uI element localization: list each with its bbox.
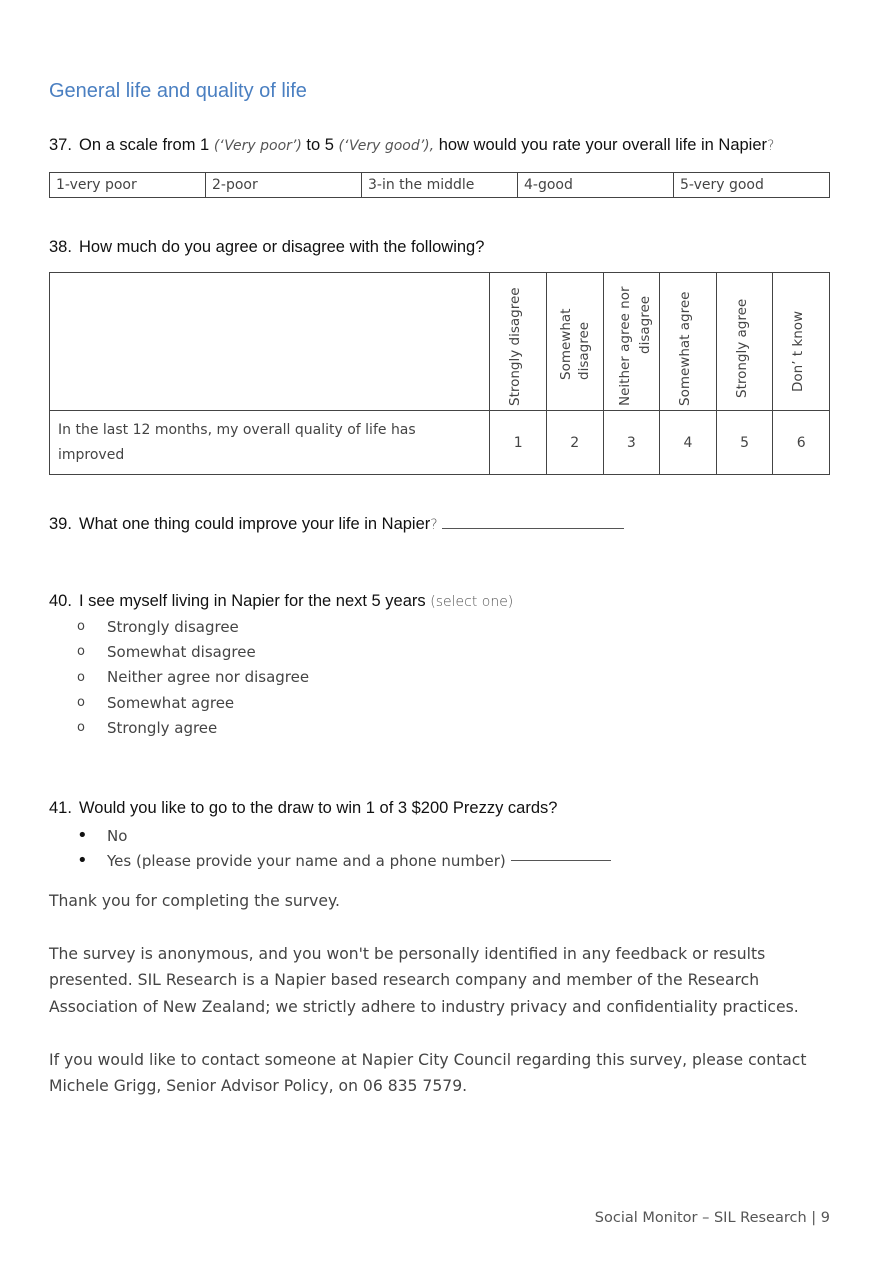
choice-label: Strongly agree: [107, 718, 218, 737]
choice-list: [77, 823, 611, 874]
question-number: 40.: [49, 592, 72, 610]
page-footer: Social Monitor – SIL Research | 9: [594, 1210, 830, 1226]
thank-you-text: Thank you for completing the survey.: [49, 892, 340, 910]
question-mark: ?: [430, 517, 438, 533]
column-header-label: Somewhat agree: [676, 291, 693, 406]
circle-bullet-icon: o: [77, 644, 85, 660]
column-header-label: Strongly disagree: [507, 287, 524, 406]
question-40: [49, 592, 513, 611]
table-row: [50, 411, 830, 475]
rating-scale-table: [49, 172, 830, 198]
choice-label: Neither agree nor disagree: [107, 668, 310, 687]
section-heading: General life and quality of life: [49, 80, 307, 102]
question-text: What one thing could improve your life in Napier: [79, 515, 431, 533]
list-item[interactable]: [77, 639, 309, 664]
rating-option[interactable]: 3-in the middle: [362, 173, 518, 198]
column-header: [773, 273, 830, 411]
list-item[interactable]: [77, 665, 309, 690]
statement-cell: [50, 411, 490, 475]
circle-bullet-icon: o: [77, 669, 85, 685]
scale-low-label: (‘Very poor’): [213, 138, 302, 154]
list-item[interactable]: [77, 715, 309, 740]
choice-label: No: [107, 826, 128, 845]
rating-option[interactable]: 2-poor: [206, 173, 362, 198]
rating-option[interactable]: 4-good: [518, 173, 674, 198]
bullet-icon: •: [77, 850, 88, 872]
response-code[interactable]: 3: [603, 411, 660, 475]
column-header-label-line2: disagree: [575, 321, 592, 380]
question-37: [49, 136, 774, 155]
column-header: [603, 273, 660, 411]
question-number: 41.: [49, 799, 72, 817]
column-header-label: Somewhat: [557, 308, 574, 380]
choice-label: Somewhat disagree: [107, 642, 256, 661]
circle-bullet-icon: o: [77, 619, 85, 635]
choice-list: [77, 614, 309, 740]
list-item[interactable]: [77, 614, 309, 639]
response-code[interactable]: 6: [773, 411, 830, 475]
question-number: 39.: [49, 515, 72, 533]
question-text: How much do you agree or disagree with the following?: [79, 238, 485, 256]
question-text-part: to 5: [306, 136, 334, 154]
bullet-icon: •: [77, 825, 88, 847]
choice-label: Strongly disagree: [107, 617, 239, 636]
privacy-paragraph: The survey is anonymous, and you won't be personally identified in any feedback or results presented. SIL Research is a Napier based research company and member of the Research Association of New Zealand; we strictly adhere to industry privacy and confidentiality practices.: [49, 945, 799, 1016]
instruction-note: (select one): [430, 594, 514, 610]
question-text-part: On a scale from 1: [79, 136, 210, 154]
column-header: [716, 273, 773, 411]
question-number: 37.: [49, 136, 72, 154]
column-header-label: Strongly agree: [733, 298, 750, 398]
circle-bullet-icon: o: [77, 695, 85, 711]
response-code[interactable]: 5: [716, 411, 773, 475]
column-header-label-line2: disagree: [637, 295, 654, 354]
circle-bullet-icon: o: [77, 720, 85, 736]
rating-option[interactable]: 5-very good: [674, 173, 830, 198]
agreement-table: [49, 272, 830, 475]
choice-label: Somewhat agree: [107, 693, 235, 712]
question-text-part: how would you rate your overall life in Napier: [438, 136, 768, 154]
answer-blank[interactable]: [442, 528, 624, 529]
statement-line: improved: [58, 446, 125, 463]
contact-paragraph: If you would like to contact someone at Napier City Council regarding this survey, please contact Michele Grigg, Senior Advisor Policy, on 06 835 7579.: [49, 1051, 807, 1096]
question-41: [49, 799, 557, 818]
question-39: [49, 515, 624, 534]
scale-high-label: (‘Very good’),: [338, 138, 435, 154]
column-header-label: Don’ t know: [790, 310, 807, 392]
table-corner-cell: [50, 273, 490, 411]
response-code[interactable]: 2: [546, 411, 603, 475]
list-item[interactable]: [77, 848, 611, 873]
column-header: [546, 273, 603, 411]
list-item[interactable]: [77, 823, 611, 848]
response-code[interactable]: 4: [660, 411, 717, 475]
column-header: [490, 273, 547, 411]
choice-label: Yes (please provide your name and a phone number): [107, 851, 506, 870]
question-38: [49, 238, 484, 257]
statement-line: In the last 12 months, my overall quality of life has: [58, 421, 416, 438]
question-text: I see myself living in Napier for the next 5 years: [79, 592, 426, 610]
column-header: [660, 273, 717, 411]
rating-option[interactable]: 1-very poor: [50, 173, 206, 198]
response-code[interactable]: 1: [490, 411, 547, 475]
list-item[interactable]: [77, 690, 309, 715]
question-text: Would you like to go to the draw to win 1 of 3 $200 Prezzy cards?: [79, 799, 558, 817]
column-header-label: Neither agree nor: [617, 286, 634, 406]
answer-blank[interactable]: [511, 860, 611, 861]
question-number: 38.: [49, 238, 72, 256]
question-mark: ?: [767, 138, 775, 154]
